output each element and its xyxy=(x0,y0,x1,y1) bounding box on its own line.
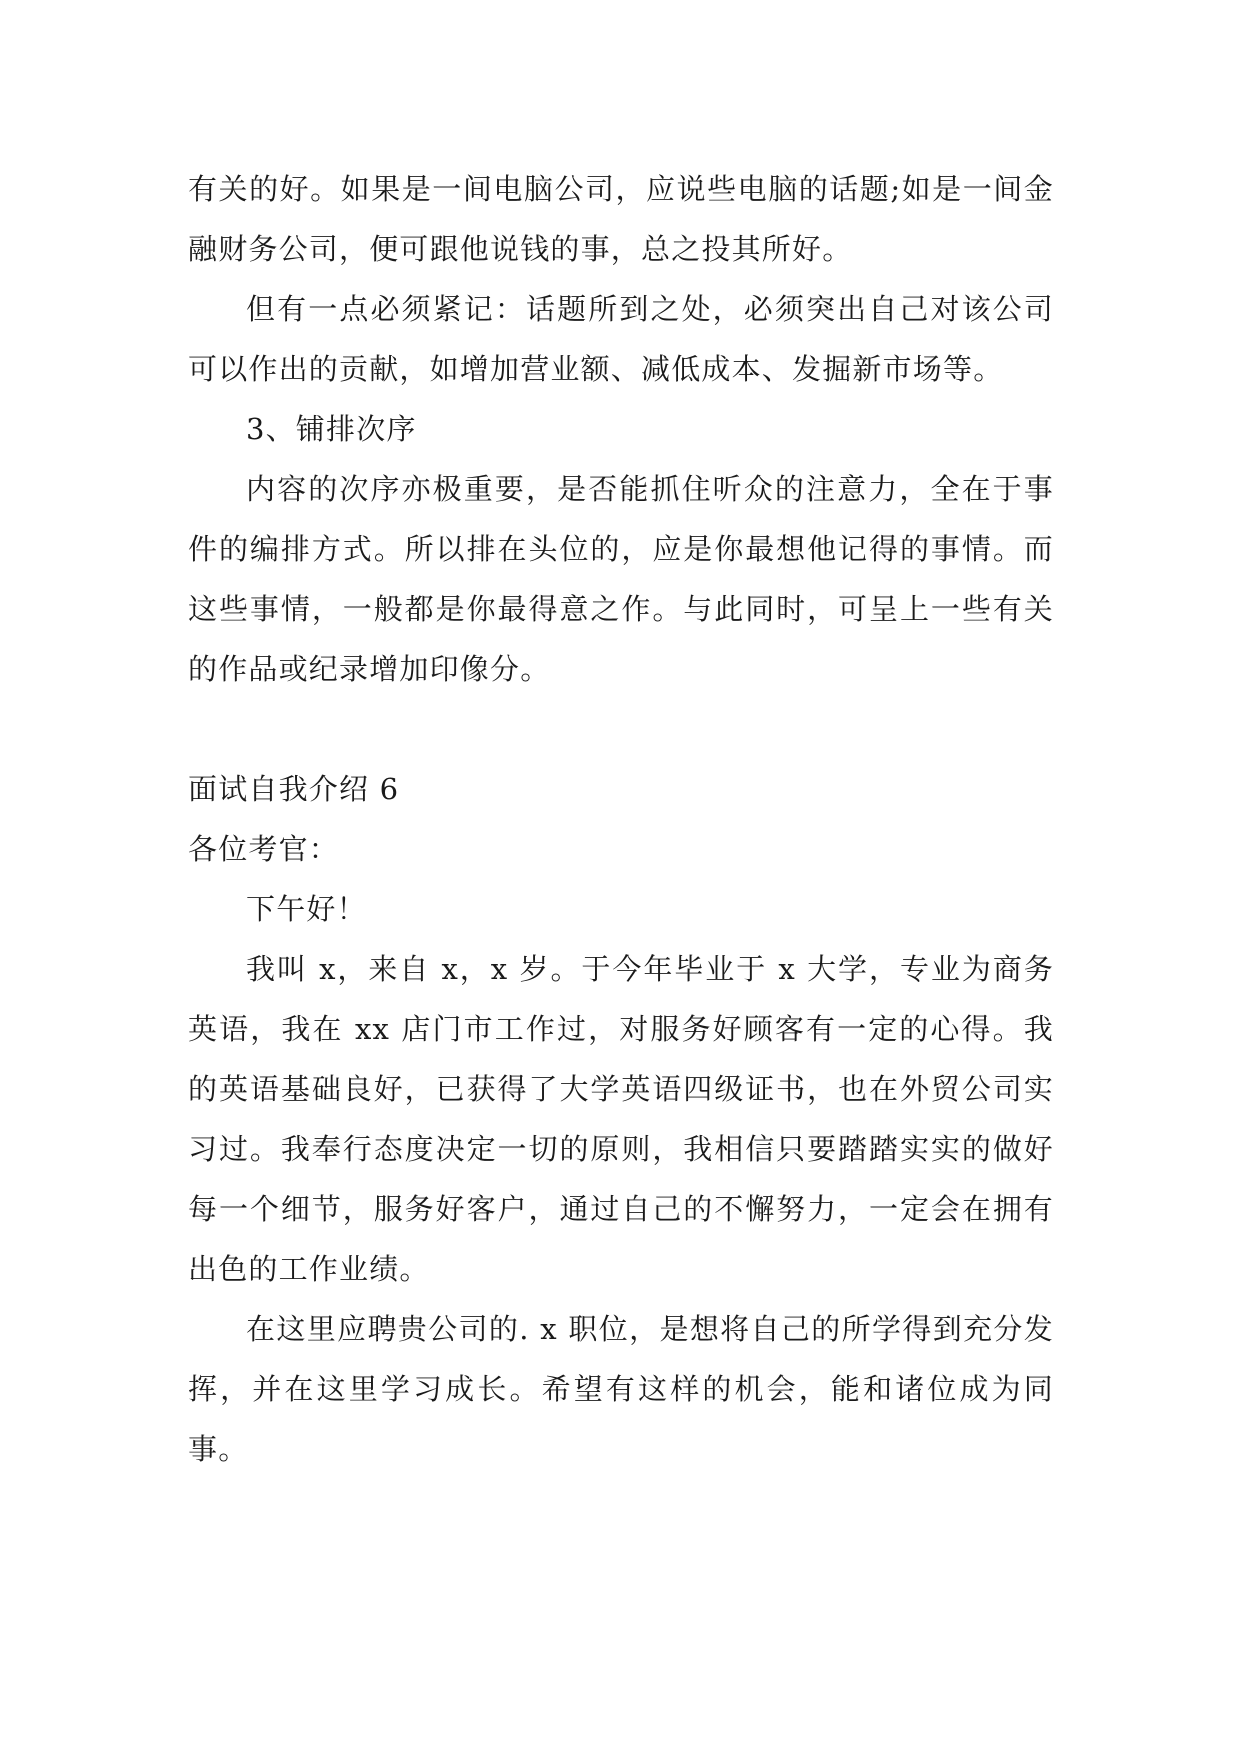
paragraph-remember: 但有一点必须紧记：话题所到之处，必须突出自己对该公司可以作出的贡献，如增加营业额、减低成本、发掘新市场等。 xyxy=(188,292,1054,386)
section-title: 面试自我介绍 6 xyxy=(188,772,400,806)
section-gap xyxy=(188,699,1054,759)
document-body xyxy=(188,159,1054,1479)
subheading-order: 3、铺排次序 xyxy=(246,412,417,446)
paragraph-order: 内容的次序亦极重要，是否能抓住听众的注意力，全在于事件的编排方式。所以排在头位的，应是你最想他记得的事情。而这些事情，一般都是你最得意之作。与此同时，可呈上一些有关的作品或纪录增加印像分。 xyxy=(188,472,1054,686)
paragraph-apply: 在这里应聘贵公司的. x 职位，是想将自己的所学得到充分发挥，并在这里学习成长。希望有这样的机会，能和诸位成为同事。 xyxy=(188,1312,1054,1466)
paragraph-continued: 有关的好。如果是一间电脑公司，应说些电脑的话题;如是一间金融财务公司，便可跟他说钱的事，总之投其所好。 xyxy=(188,172,1054,266)
greeting: 下午好！ xyxy=(246,892,367,926)
paragraph-intro: 我叫 x，来自 x，x 岁。于今年毕业于 x 大学，专业为商务英语，我在 xx 店门市工作过，对服务好顾客有一定的心得。我的英语基础良好，已获得了大学英语四级证书，也在外贸公司实习过。我奉行态度决定一切的原则，我相信只要踏踏实实的做好每一个细节，服务好客户，通过自己的不懈努力，一定会在拥有出色的工作业绩。 xyxy=(188,952,1054,1286)
salutation: 各位考官： xyxy=(188,832,340,866)
